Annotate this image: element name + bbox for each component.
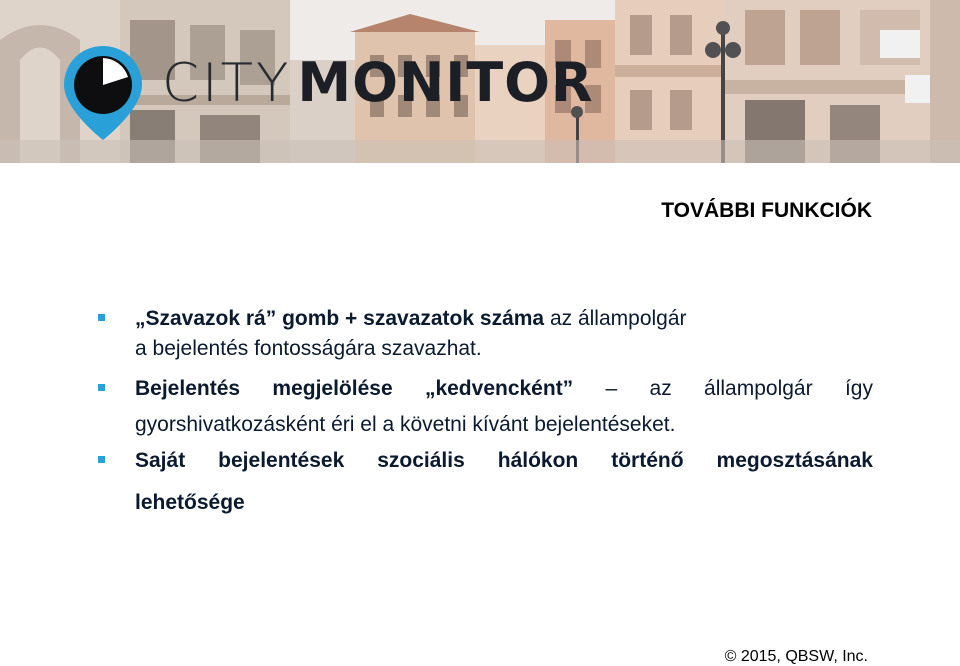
bullet-text-line2: gyorshivatkozásként éri el a követni kívánt bejelentéseket. [135, 413, 676, 436]
location-pin-icon [62, 44, 144, 142]
word: „kedvencként” [424, 377, 574, 400]
word: megjelölése [272, 377, 393, 400]
bullet-square-icon [98, 456, 105, 463]
bullet-square-icon [98, 314, 105, 321]
word: állampolgár [704, 377, 813, 400]
word: az [649, 377, 672, 400]
logo-city-text: CITY [162, 53, 292, 114]
list-item [98, 305, 873, 361]
word: Bejelentés [135, 377, 241, 400]
word: hálókon [497, 449, 579, 472]
feature-list [98, 305, 873, 517]
word: Saját [135, 449, 186, 472]
logo-monitor-text: MONITOR [297, 51, 594, 114]
word: így [844, 377, 873, 400]
word: megosztásának [716, 449, 873, 472]
bullet-text: az állampolgár [544, 307, 687, 330]
city-monitor-logo [162, 51, 594, 121]
bullet-text-line2: a bejelentés fontosságára szavazhat. [135, 337, 482, 360]
bullet-bold-text: „Szavazok rá” gomb + szavazatok száma [135, 307, 545, 330]
list-item [98, 375, 873, 439]
word: – [605, 377, 618, 400]
word: szociális [377, 449, 465, 472]
word: bejelentések [218, 449, 345, 472]
copyright-text: © 2015, QBSW, Inc. [724, 648, 868, 665]
list-item [98, 447, 873, 517]
page-title: TOVÁBBI FUNKCIÓK [661, 199, 872, 222]
bullet-line1 [135, 447, 873, 475]
bullet-square-icon [98, 384, 105, 391]
header-banner [0, 0, 960, 163]
bullet-line1 [135, 375, 873, 403]
word: történő [611, 449, 684, 472]
bullet-text-line2: lehetősége [135, 491, 245, 514]
